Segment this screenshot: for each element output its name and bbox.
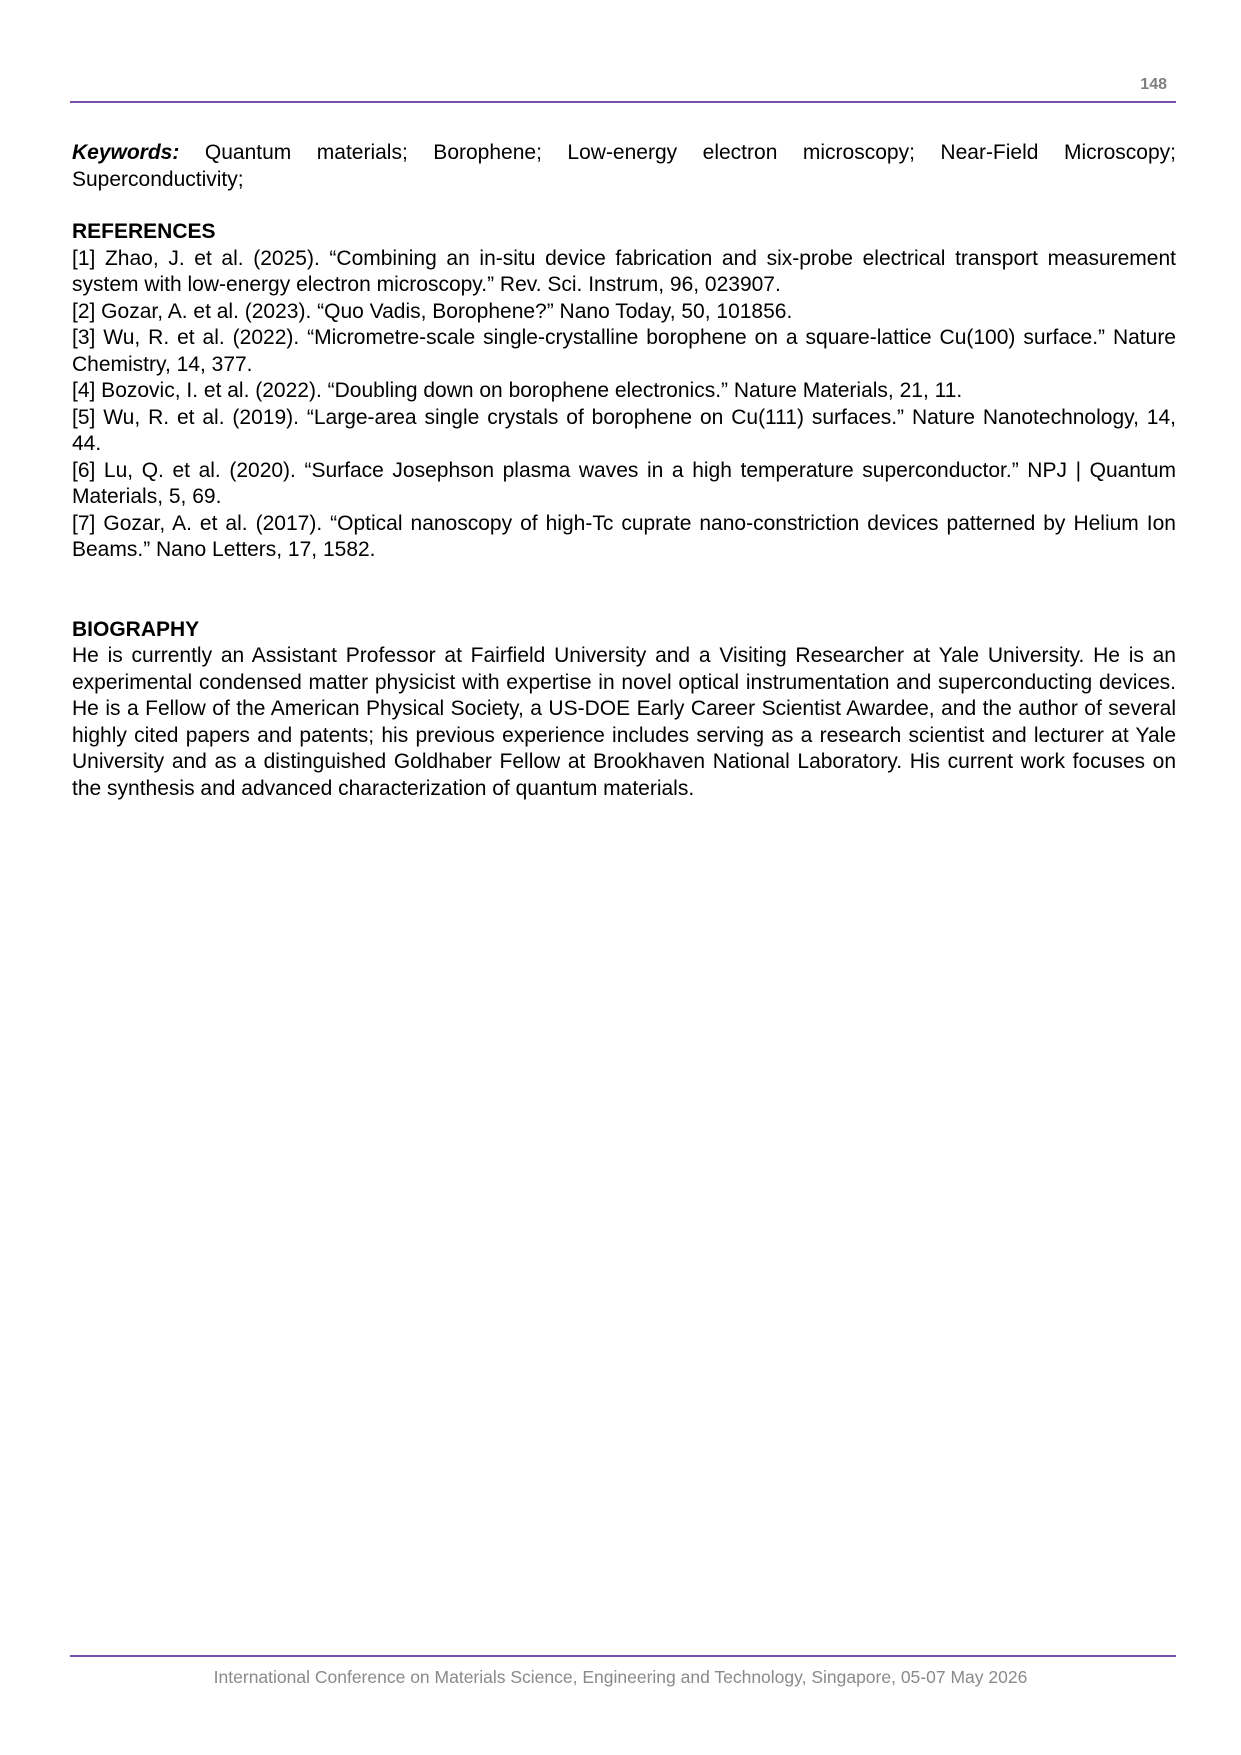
reference-item: [4] Bozovic, I. et al. (2022). “Doubling down on borophene electronics.” Nature Materials, 21, 11. bbox=[72, 379, 963, 402]
reference-item: [7] Gozar, A. et al. (2017). “Optical nanoscopy of high-Tc cuprate nano-constriction devices patterned by Helium Ion Beams.” Nano Letters, 17, 1582. bbox=[72, 511, 1176, 561]
reference-item: [1] Zhao, J. et al. (2025). “Combining an in-situ device fabrication and six-probe electrical transport measurement system with low-energy electron microscopy.” Rev. Sci. Instrum, 96, 023907. bbox=[72, 246, 1176, 296]
biography-heading: BIOGRAPHY bbox=[72, 617, 200, 641]
reference-item: [6] Lu, Q. et al. (2020). “Surface Josephson plasma waves in a high temperature superconductor.” NPJ | Quantum Materials, 5, 69. bbox=[72, 458, 1176, 508]
page-number: 148 bbox=[1140, 76, 1167, 93]
keywords-text: Quantum materials; Borophene; Low-energy electron microscopy; Near-Field Microscopy; Superconductivity; bbox=[72, 141, 1176, 191]
header-rule bbox=[70, 101, 1176, 103]
footer-rule bbox=[70, 1655, 1176, 1657]
footer-text: International Conference on Materials Science, Engineering and Technology, Singapore, 05-07 May 2026 bbox=[213, 1667, 1028, 1687]
keywords-label: Keywords: bbox=[72, 141, 180, 164]
keywords bbox=[72, 140, 1176, 193]
reference-item: [2] Gozar, A. et al. (2023). “Quo Vadis, Borophene?” Nano Today, 50, 101856. bbox=[72, 299, 793, 323]
biography-text: He is currently an Assistant Professor at Fairfield University and a Visiting Researcher at Yale University. He is an experimental condensed matter physicist with expertise in novel optical instrumentation and superconducting devices. He is a Fellow of the American Physical Society, a US-DOE Early Career Scientist Awardee, and the author of several highly cited papers and patents; his previous experience includes serving as a research scientist and lecturer at Yale University and as a distinguished Goldhaber Fellow at Brookhaven National Laboratory. His current work focuses on the synthesis and advanced characterization of quantum materials. bbox=[72, 644, 1176, 800]
references-heading: REFERENCES bbox=[72, 220, 216, 243]
reference-item: [5] Wu, R. et al. (2019). “Large-area single crystals of borophene on Cu(111) surfaces.” Nature Nanotechnology, 14, 44. bbox=[72, 405, 1176, 455]
main-content bbox=[72, 140, 1176, 802]
reference-item: [3] Wu, R. et al. (2022). “Micrometre-scale single-crystalline borophene on a square-lattice Cu(100) surface.” Nature Chemistry, 14, 377. bbox=[72, 326, 1176, 376]
